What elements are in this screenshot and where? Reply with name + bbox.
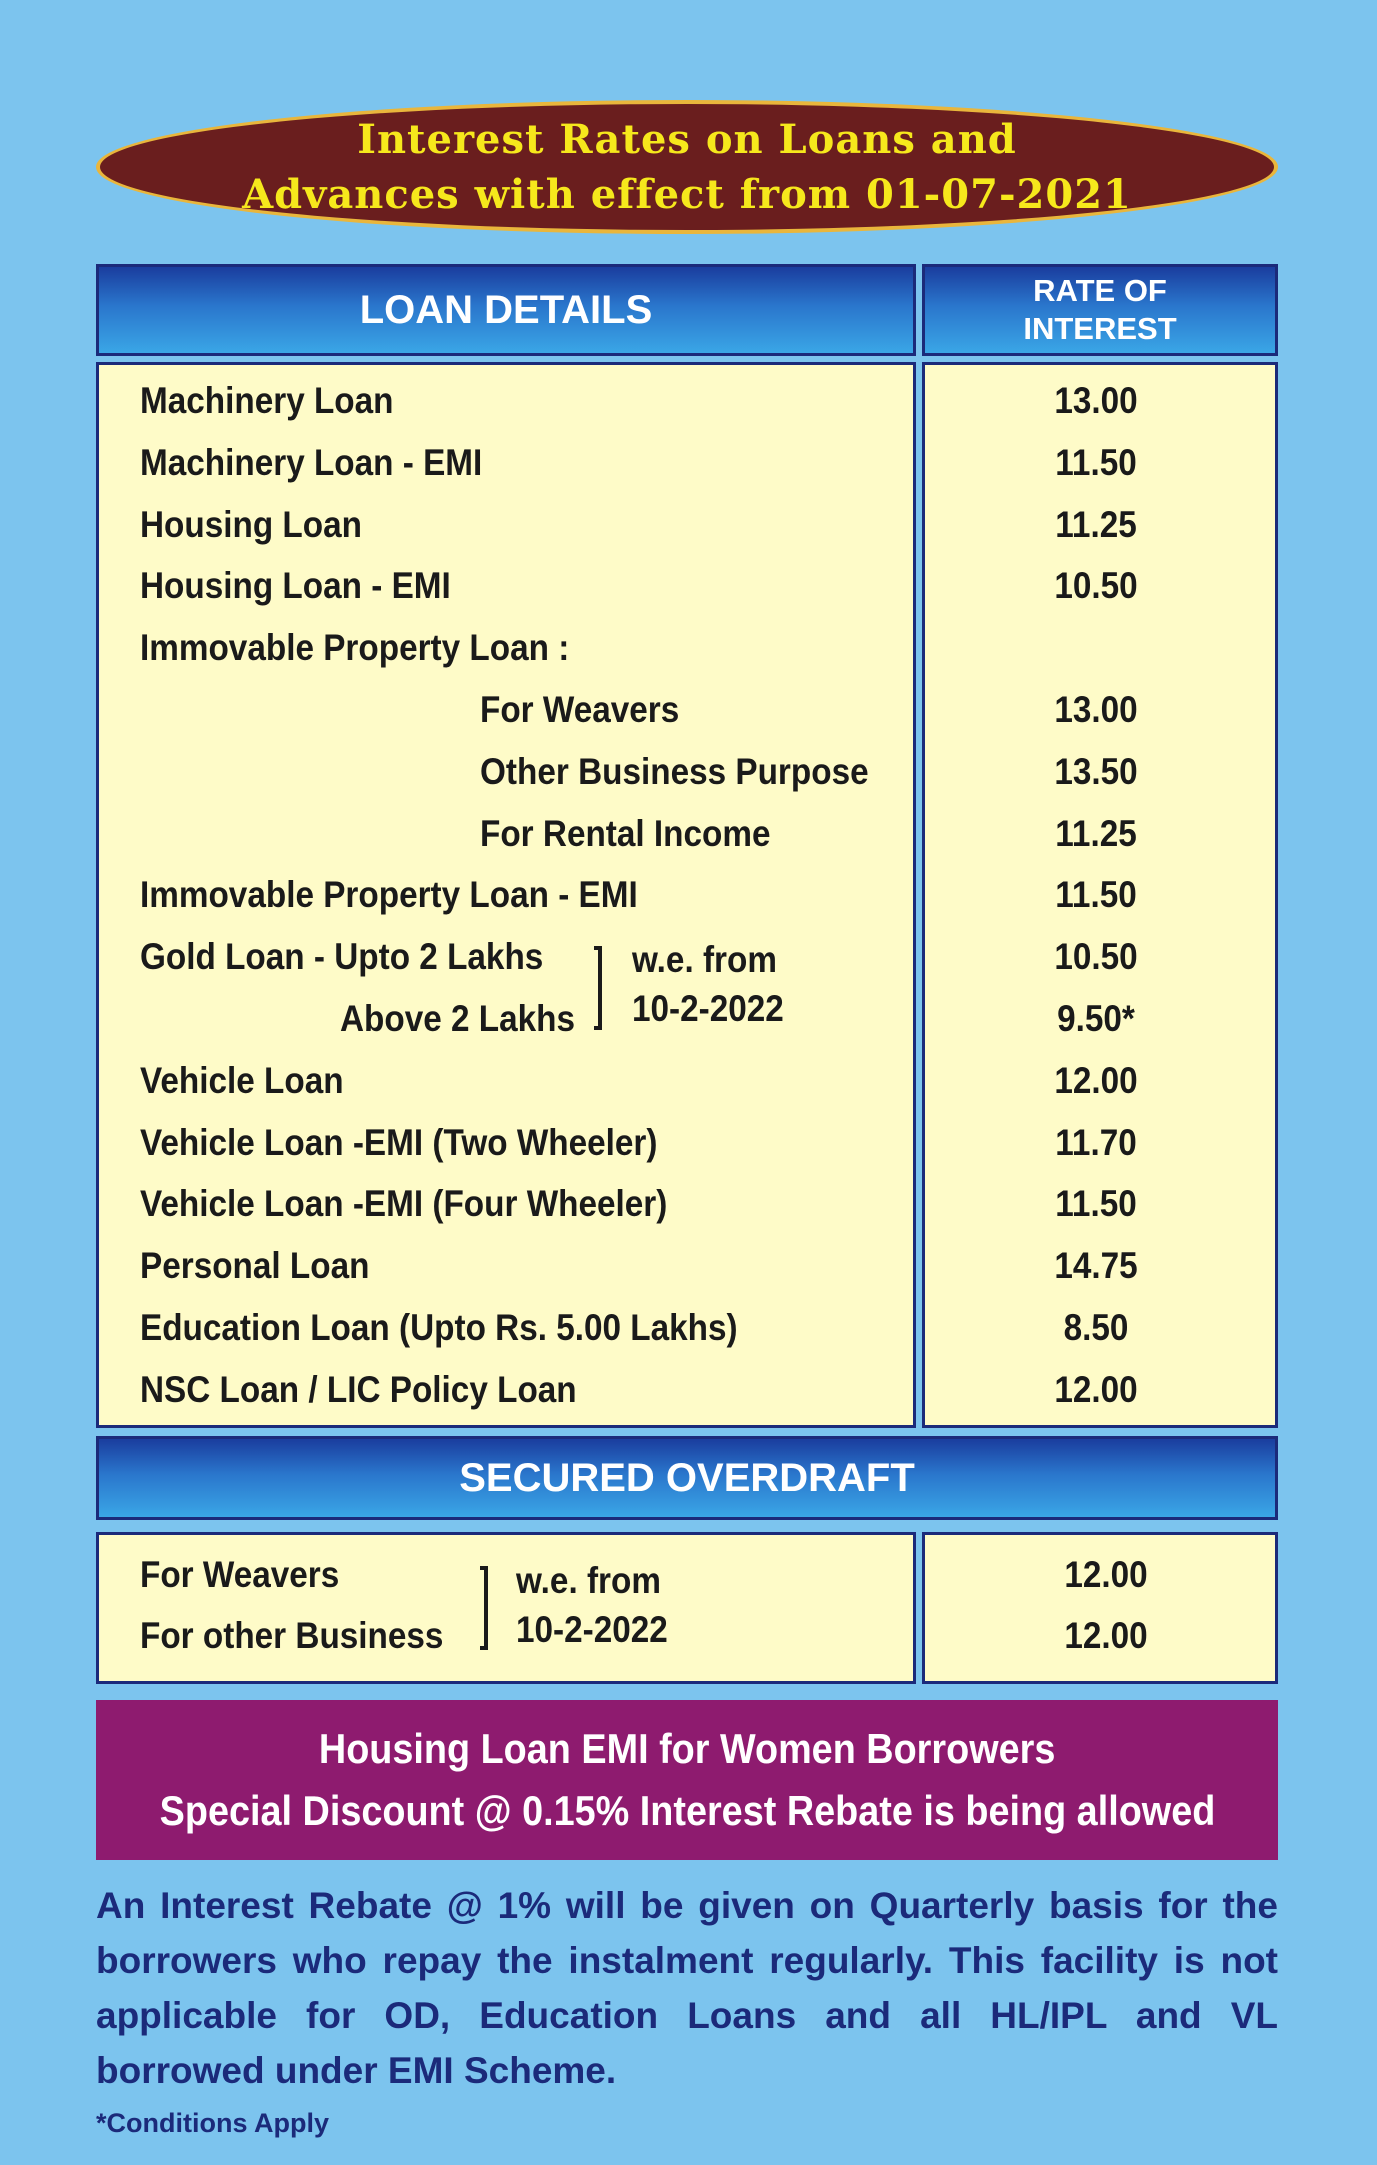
loan-row-label: Machinery Loan bbox=[140, 380, 394, 421]
overdraft-note-line-2: 10-2-2022 bbox=[516, 1609, 668, 1650]
loan-row-label: NSC Loan / LIC Policy Loan bbox=[140, 1369, 577, 1410]
loan-row-label: Education Loan (Upto Rs. 5.00 Lakhs) bbox=[140, 1307, 738, 1348]
promo-line-2: Special Discount @ 0.15% Interest Rebate is being allowed bbox=[159, 1787, 1215, 1834]
loan-row-rate: 11.25 bbox=[1055, 504, 1137, 545]
loan-row-label: Vehicle Loan -EMI (Two Wheeler) bbox=[140, 1122, 658, 1163]
loan-row-rate: 11.50 bbox=[1055, 874, 1137, 915]
overdraft-bracket bbox=[480, 1566, 488, 1650]
loan-row-rate: 11.50 bbox=[1055, 442, 1137, 483]
rate-header-line-1: RATE OF bbox=[1033, 273, 1167, 308]
loan-row-rate: 9.50* bbox=[1057, 998, 1135, 1039]
promo-line-1: Housing Loan EMI for Women Borrowers bbox=[318, 1725, 1056, 1772]
loan-row-label: Vehicle Loan bbox=[140, 1060, 344, 1101]
loan-row-rate: 13.50 bbox=[1054, 751, 1138, 792]
loan-row-label: Other Business Purpose bbox=[480, 751, 869, 792]
conditions-note: *Conditions Apply bbox=[96, 2108, 329, 2138]
title-line-2: Advances with effect from 01-07-2021 bbox=[242, 171, 1132, 218]
gold-loan-note-line-1: w.e. from bbox=[632, 939, 777, 980]
loan-row-label: Above 2 Lakhs bbox=[340, 998, 576, 1039]
gold-loan-note-line-2: 10-2-2022 bbox=[632, 988, 784, 1029]
overdraft-row-rate: 12.00 bbox=[1064, 1615, 1148, 1656]
loan-row-label: Vehicle Loan -EMI (Four Wheeler) bbox=[140, 1183, 668, 1224]
loan-row-rate: 14.75 bbox=[1054, 1245, 1138, 1286]
loan-row-rate: 10.50 bbox=[1054, 565, 1138, 606]
loan-row-rate: 10.50 bbox=[1054, 936, 1138, 977]
loan-row-label: For Rental Income bbox=[480, 813, 771, 854]
title-banner bbox=[96, 100, 1278, 234]
loan-row-label: Housing Loan - EMI bbox=[140, 565, 451, 606]
loan-row-label: Immovable Property Loan - EMI bbox=[140, 874, 638, 915]
loan-row-label: Immovable Property Loan : bbox=[140, 627, 570, 668]
rebate-note: An Interest Rebate @ 1% will be given on Quarterly basis for the borrowers who repay the instalment regularly. This facility is not applicable for OD, Education Loans and all HL/IPL and VL borrowed under EMI Scheme. bbox=[96, 1885, 1278, 2091]
loan-row-rate: 11.25 bbox=[1055, 813, 1137, 854]
loan-row-rate: 11.70 bbox=[1055, 1122, 1137, 1163]
overdraft-row-rate: 12.00 bbox=[1064, 1554, 1148, 1595]
loan-row-rate: 13.00 bbox=[1054, 689, 1138, 730]
loan-row-rate: 12.00 bbox=[1054, 1060, 1138, 1101]
loan-row-label: Housing Loan bbox=[140, 504, 362, 545]
rate-header bbox=[922, 264, 1278, 356]
loan-details-header-label: LOAN DETAILS bbox=[359, 287, 653, 332]
loan-details-header bbox=[96, 264, 916, 356]
loan-row-rate: 13.00 bbox=[1054, 380, 1138, 421]
loan-row-label: For Weavers bbox=[480, 689, 680, 730]
rate-header-line-2: INTEREST bbox=[1023, 311, 1177, 346]
overdraft-row-label: For other Business bbox=[140, 1615, 444, 1656]
overdraft-row-label: For Weavers bbox=[140, 1554, 340, 1595]
loan-row-rate: 8.50 bbox=[1063, 1307, 1129, 1348]
loan-row-label: Machinery Loan - EMI bbox=[140, 442, 483, 483]
gold-loan-bracket bbox=[594, 946, 602, 1030]
secured-overdraft-header-label: SECURED OVERDRAFT bbox=[459, 1455, 915, 1500]
loan-row-label: Gold Loan - Upto 2 Lakhs bbox=[140, 936, 544, 977]
overdraft-note-line-1: w.e. from bbox=[516, 1560, 661, 1601]
loan-row-rate: 12.00 bbox=[1054, 1369, 1138, 1410]
secured-overdraft-header bbox=[96, 1436, 1278, 1520]
loan-row-label: Personal Loan bbox=[140, 1245, 370, 1286]
title-line-1: Interest Rates on Loans and bbox=[357, 116, 1017, 163]
women-borrowers-promo bbox=[96, 1700, 1278, 1860]
loan-row-rate: 11.50 bbox=[1055, 1183, 1137, 1224]
